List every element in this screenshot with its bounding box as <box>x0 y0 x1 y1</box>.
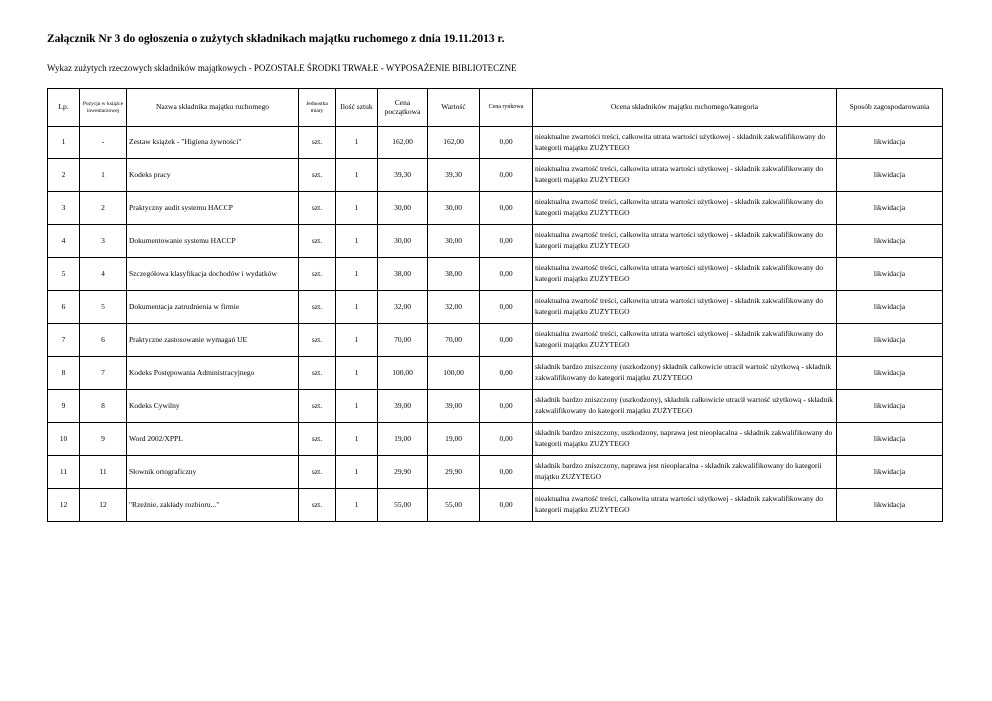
cell-cena-poczatkowa: 30,00 <box>378 225 428 258</box>
cell-cena-rynkowa: 0,00 <box>480 390 533 423</box>
cell-ilosc: 1 <box>336 324 378 357</box>
cell-ocena: nieaktualna zwartość treści, całkowita utrata wartości użytkowej - składnik zakwalifikowany do kategorii majątku ZUŻYTEGO <box>533 159 837 192</box>
cell-ilosc: 1 <box>336 258 378 291</box>
cell-pozycja: - <box>80 127 127 159</box>
header-sposob: Sposób zagospodarowania <box>837 89 943 127</box>
cell-cena-rynkowa: 0,00 <box>480 291 533 324</box>
cell-pozycja: 12 <box>80 489 127 522</box>
cell-wartosc: 30,00 <box>428 225 480 258</box>
cell-jednostka: szt. <box>299 192 336 225</box>
cell-nazwa: Dokumentowanie systemu HACCP <box>127 225 299 258</box>
cell-nazwa: Zestaw książek - "Higiena żywności" <box>127 127 299 159</box>
cell-ocena: nieaktualna zwartość treści, całkowita utrata wartości użytkowej - składnik zakwalifikowany do kategorii majątku ZUŻYTEGO <box>533 324 837 357</box>
cell-cena-rynkowa: 0,00 <box>480 127 533 159</box>
cell-lp: 11 <box>48 456 80 489</box>
cell-wartosc: 38,00 <box>428 258 480 291</box>
cell-cena-poczatkowa: 32,00 <box>378 291 428 324</box>
cell-ocena: nieaktualna zwartość treści, całkowita utrata wartości użytkowej - składnik zakwalifikowany do kategorii majątku ZUŻYTEGO <box>533 291 837 324</box>
cell-sposob: likwidacja <box>837 324 943 357</box>
table-row <box>48 291 943 324</box>
cell-ilosc: 1 <box>336 291 378 324</box>
cell-jednostka: szt. <box>299 357 336 390</box>
cell-ocena: składnik bardzo zniszczony, naprawa jest nieopłacalna - składnik zakwalifikowany do kategorii majątku ZUŻYTEGO <box>533 456 837 489</box>
header-lp: Lp. <box>48 89 80 127</box>
document-title: Załącznik Nr 3 do ogłoszenia o zużytych składnikach majątku ruchomego z dnia 19.11.2013 r. <box>47 33 505 45</box>
cell-ilosc: 1 <box>336 489 378 522</box>
cell-sposob: likwidacja <box>837 390 943 423</box>
cell-jednostka: szt. <box>299 456 336 489</box>
cell-cena-rynkowa: 0,00 <box>480 489 533 522</box>
cell-pozycja: 7 <box>80 357 127 390</box>
header-jednostka: Jednostka miary <box>299 89 336 127</box>
cell-ocena: nieaktualna zwartość treści, całkowita utrata wartości użytkowej - składnik zakwalifikowany do kategorii majątku ZUŻYTEGO <box>533 225 837 258</box>
cell-cena-poczatkowa: 19,00 <box>378 423 428 456</box>
cell-nazwa: Kodeks pracy <box>127 159 299 192</box>
cell-pozycja: 9 <box>80 423 127 456</box>
cell-ocena: składnik bardzo zniszczony (uszkodzony) składnik całkowicie utracił wartość użytkową - składnik zakwalifikowany do kategorii majątku ZUŻYTEGO <box>533 357 837 390</box>
cell-sposob: likwidacja <box>837 159 943 192</box>
cell-sposob: likwidacja <box>837 456 943 489</box>
header-ilosc: Ilość sztuk <box>336 89 378 127</box>
cell-lp: 8 <box>48 357 80 390</box>
header-nazwa: Nazwa składnika majątku ruchomego <box>127 89 299 127</box>
cell-cena-poczatkowa: 70,00 <box>378 324 428 357</box>
cell-sposob: likwidacja <box>837 258 943 291</box>
cell-jednostka: szt. <box>299 390 336 423</box>
table-row <box>48 456 943 489</box>
cell-wartosc: 32,00 <box>428 291 480 324</box>
cell-nazwa: Kodeks Postępowania Administracyjnego <box>127 357 299 390</box>
table-row <box>48 225 943 258</box>
header-cena-rynkowa: Cena rynkowa <box>480 89 533 127</box>
cell-ilosc: 1 <box>336 390 378 423</box>
cell-pozycja: 4 <box>80 258 127 291</box>
cell-lp: 5 <box>48 258 80 291</box>
cell-lp: 6 <box>48 291 80 324</box>
cell-wartosc: 100,00 <box>428 357 480 390</box>
cell-cena-rynkowa: 0,00 <box>480 357 533 390</box>
cell-jednostka: szt. <box>299 159 336 192</box>
cell-nazwa: Praktyczne zastosowanie wymagań UE <box>127 324 299 357</box>
cell-cena-poczatkowa: 162,00 <box>378 127 428 159</box>
cell-jednostka: szt. <box>299 489 336 522</box>
table-header-row <box>48 89 943 127</box>
cell-cena-poczatkowa: 55,00 <box>378 489 428 522</box>
header-ocena: Ocena składników majątku ruchomego/kategoria <box>533 89 837 127</box>
table-row <box>48 127 943 159</box>
cell-cena-poczatkowa: 29,90 <box>378 456 428 489</box>
table-row <box>48 324 943 357</box>
header-cena-poczatkowa: Cena początkowa <box>378 89 428 127</box>
cell-lp: 4 <box>48 225 80 258</box>
table-row <box>48 489 943 522</box>
cell-sposob: likwidacja <box>837 225 943 258</box>
cell-ilosc: 1 <box>336 357 378 390</box>
cell-cena-rynkowa: 0,00 <box>480 324 533 357</box>
cell-wartosc: 30,00 <box>428 192 480 225</box>
table-row <box>48 258 943 291</box>
cell-jednostka: szt. <box>299 225 336 258</box>
cell-nazwa: Word 2002/XPPL <box>127 423 299 456</box>
cell-nazwa: Dokumentacja zatrudnienia w firmie <box>127 291 299 324</box>
cell-jednostka: szt. <box>299 423 336 456</box>
cell-pozycja: 5 <box>80 291 127 324</box>
cell-ocena: składnik bardzo zniszczony, uszkodzony, naprawa jest nieopłacalna - składnik zakwalifikowany do kategorii majątku ZUŻYTEGO <box>533 423 837 456</box>
cell-ocena: nieaktualna zwartość treści, całkowita utrata wartości użytkowej - składnik zakwalifikowany do kategorii majątku ZUŻYTEGO <box>533 489 837 522</box>
cell-cena-poczatkowa: 30,00 <box>378 192 428 225</box>
table-body <box>48 127 943 522</box>
cell-lp: 3 <box>48 192 80 225</box>
cell-lp: 12 <box>48 489 80 522</box>
cell-wartosc: 39,30 <box>428 159 480 192</box>
cell-wartosc: 19,00 <box>428 423 480 456</box>
cell-nazwa: Kodeks Cywilny <box>127 390 299 423</box>
cell-jednostka: szt. <box>299 258 336 291</box>
cell-nazwa: "Rzeźnie, zakłady rozbioru..." <box>127 489 299 522</box>
document-subtitle: Wykaz zużytych rzeczowych składników majątkowych - POZOSTAŁE ŚRODKI TRWAŁE - WYPOSAŻENIE BIBLIOTECZNE <box>47 63 517 73</box>
cell-sposob: likwidacja <box>837 192 943 225</box>
table-row <box>48 423 943 456</box>
cell-ocena: nieaktualne zwartości treści, całkowita utrata wartości użytkowej - składnik zakwalifikowany do kategorii majątku ZUŻYTEGO <box>533 127 837 159</box>
cell-pozycja: 2 <box>80 192 127 225</box>
cell-lp: 7 <box>48 324 80 357</box>
assets-table <box>47 88 943 522</box>
cell-wartosc: 70,00 <box>428 324 480 357</box>
cell-jednostka: szt. <box>299 127 336 159</box>
cell-cena-poczatkowa: 39,00 <box>378 390 428 423</box>
cell-sposob: likwidacja <box>837 423 943 456</box>
cell-ilosc: 1 <box>336 225 378 258</box>
cell-cena-rynkowa: 0,00 <box>480 192 533 225</box>
cell-ilosc: 1 <box>336 127 378 159</box>
cell-nazwa: Szczegółowa klasyfikacja dochodów i wydatków <box>127 258 299 291</box>
cell-lp: 10 <box>48 423 80 456</box>
cell-ilosc: 1 <box>336 192 378 225</box>
cell-sposob: likwidacja <box>837 357 943 390</box>
cell-cena-poczatkowa: 39,30 <box>378 159 428 192</box>
cell-nazwa: Praktyczny audit systemu HACCP <box>127 192 299 225</box>
cell-sposob: likwidacja <box>837 291 943 324</box>
cell-pozycja: 6 <box>80 324 127 357</box>
table-row <box>48 159 943 192</box>
cell-cena-poczatkowa: 100,00 <box>378 357 428 390</box>
cell-cena-rynkowa: 0,00 <box>480 423 533 456</box>
cell-wartosc: 29,90 <box>428 456 480 489</box>
cell-wartosc: 162,00 <box>428 127 480 159</box>
header-wartosc: Wartość <box>428 89 480 127</box>
cell-cena-poczatkowa: 38,00 <box>378 258 428 291</box>
cell-wartosc: 55,00 <box>428 489 480 522</box>
cell-nazwa: Słownik ortograficzny <box>127 456 299 489</box>
cell-lp: 1 <box>48 127 80 159</box>
cell-pozycja: 1 <box>80 159 127 192</box>
cell-lp: 2 <box>48 159 80 192</box>
cell-ocena: nieaktualna zwartość treści, całkowita utrata wartości użytkowej - składnik zakwalifikowany do kategorii majątku ZUŻYTEGO <box>533 258 837 291</box>
cell-cena-rynkowa: 0,00 <box>480 456 533 489</box>
cell-cena-rynkowa: 0,00 <box>480 258 533 291</box>
cell-pozycja: 3 <box>80 225 127 258</box>
cell-lp: 9 <box>48 390 80 423</box>
header-pozycja: Pozycja w książce inwentarzowej <box>80 89 127 127</box>
cell-cena-rynkowa: 0,00 <box>480 159 533 192</box>
cell-ilosc: 1 <box>336 456 378 489</box>
cell-ilosc: 1 <box>336 423 378 456</box>
table-row <box>48 357 943 390</box>
cell-pozycja: 8 <box>80 390 127 423</box>
cell-jednostka: szt. <box>299 291 336 324</box>
cell-sposob: likwidacja <box>837 489 943 522</box>
cell-sposob: likwidacja <box>837 127 943 159</box>
cell-wartosc: 39,00 <box>428 390 480 423</box>
table-row <box>48 390 943 423</box>
cell-ocena: nieaktualna zwartość treści, całkowita utrata wartości użytkowej - składnik zakwalifikowany do kategorii majątku ZUŻYTEGO <box>533 192 837 225</box>
cell-jednostka: szt. <box>299 324 336 357</box>
cell-pozycja: 11 <box>80 456 127 489</box>
cell-ilosc: 1 <box>336 159 378 192</box>
cell-ocena: składnik bardzo zniszczony (uszkodzony), składnik całkowicie utracił wartość użytkową - składnik zakwalifikowany do kategorii majątku ZUŻYTEGO <box>533 390 837 423</box>
table-row <box>48 192 943 225</box>
cell-cena-rynkowa: 0,00 <box>480 225 533 258</box>
